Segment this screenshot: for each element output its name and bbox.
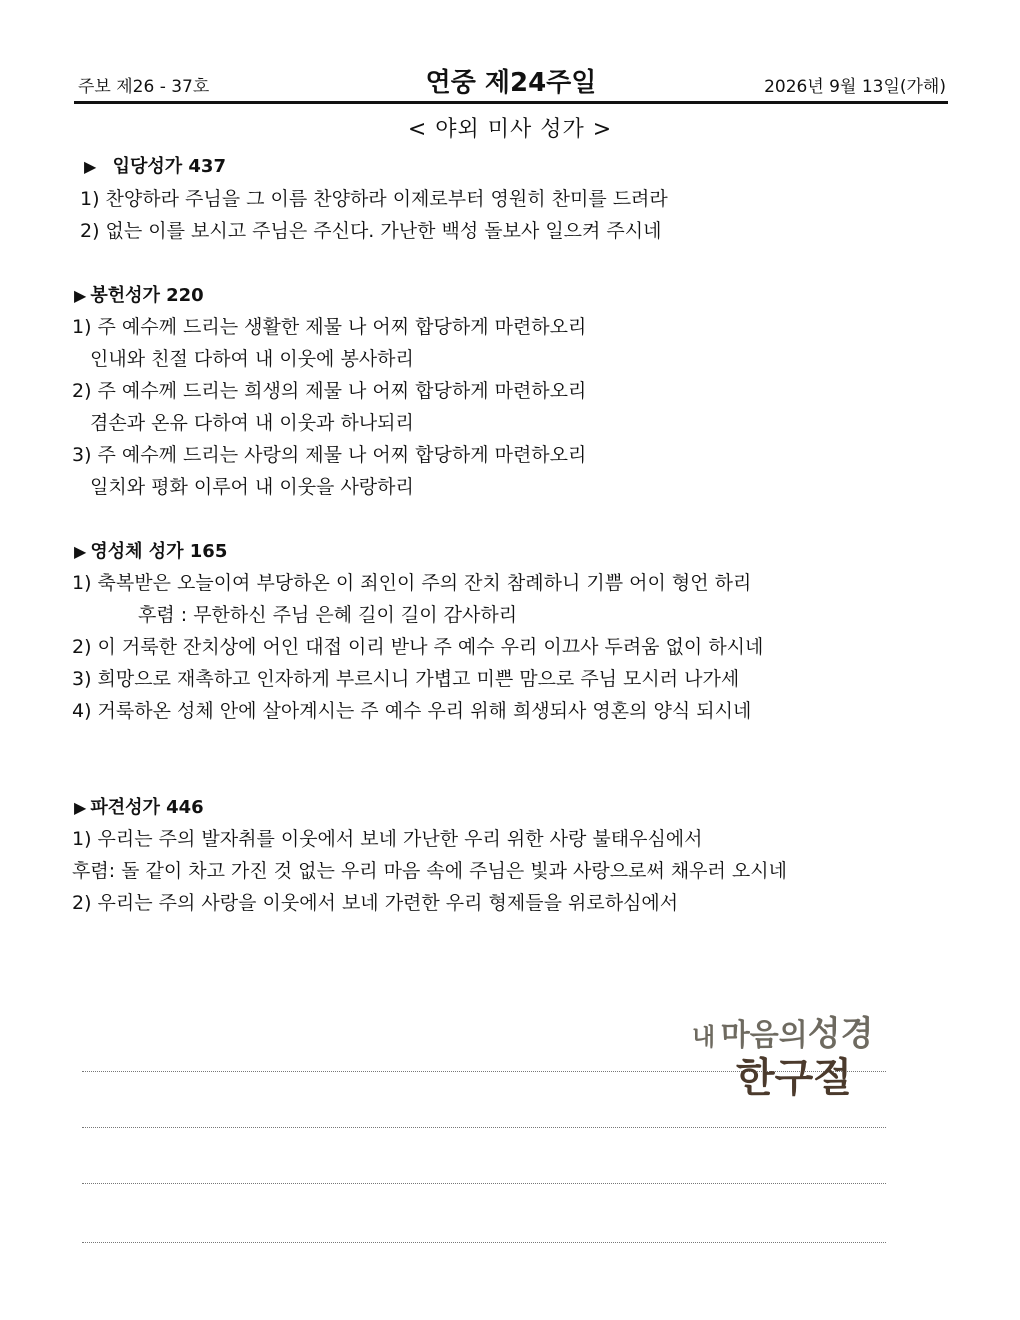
hymn-line: 1) 우리는 주의 발자취를 이웃에서 보네 가난한 우리 위한 사랑 불태우심에서 xyxy=(72,828,703,850)
writing-line xyxy=(82,1183,886,1184)
logo-bottom-text: 한구절 xyxy=(736,1055,852,1101)
communion-hymn-title xyxy=(74,537,227,563)
page-subtitle: < 야외 미사 성가 > xyxy=(407,117,613,142)
offertory-hymn-title xyxy=(74,281,204,307)
refrain-line: 후렴: 돌 같이 차고 가진 것 없는 우리 마음 속에 주님은 빛과 사랑으로써 채우러 오시네 xyxy=(72,860,787,882)
section-heading: 영성체 성가 165 xyxy=(90,541,228,562)
hymn-line: 2) 우리는 주의 사랑을 이웃에서 보네 가련한 우리 형제들을 위로하심에서 xyxy=(72,892,679,914)
hymn-line: 1) 찬양하라 주님을 그 이름 찬양하라 이제로부터 영원히 찬미를 드려라 xyxy=(80,188,668,210)
arrow-icon: ▶ xyxy=(74,286,87,305)
hymn-line: 겸손과 온유 다하여 내 이웃과 하나되리 xyxy=(90,412,414,434)
hymn-line: 일치와 평화 이루어 내 이웃을 사랑하리 xyxy=(90,476,414,498)
hymn-line: 1) 축복받은 오늘이여 부당하온 이 죄인이 주의 잔치 참례하니 기쁨 어이 형언 하리 xyxy=(72,572,752,594)
writing-line xyxy=(82,1127,886,1128)
hymn-line: 3) 희망으로 재촉하고 인자하게 부르시니 가볍고 미쁜 맘으로 주님 모시러 나가세 xyxy=(72,668,740,690)
hymn-line: 3) 주 예수께 드리는 사랑의 제물 나 어찌 합당하게 마련하오리 xyxy=(72,444,587,466)
header-divider xyxy=(74,101,948,104)
hymn-line: 4) 거룩하온 성체 안에 살아계시는 주 예수 우리 위해 희생되사 영혼의 양식 되시네 xyxy=(72,700,752,722)
issue-date: 2026년 9월 13일(가해) xyxy=(764,77,946,97)
section-heading: 입당성가 437 xyxy=(112,156,226,177)
arrow-icon: ▶ xyxy=(74,798,87,817)
page-title: 연중 제24주일 xyxy=(425,68,597,98)
section-heading: 파견성가 446 xyxy=(90,797,204,818)
section-heading: 봉헌성가 220 xyxy=(90,285,204,306)
arrow-icon: ▶ xyxy=(74,542,87,561)
logo-word: 내 xyxy=(692,1023,716,1051)
writing-line xyxy=(82,1242,886,1243)
arrow-icon: ▶ xyxy=(84,157,97,176)
entrance-hymn-title xyxy=(84,152,226,178)
bible-verse-logo xyxy=(692,1006,937,1101)
bulletin-header xyxy=(74,62,948,102)
refrain-line: 후렴 : 무한하신 주님 은혜 길이 길이 감사하리 xyxy=(138,604,518,626)
recessional-hymn-title xyxy=(74,793,204,819)
hymn-line: 2) 주 예수께 드리는 희생의 제물 나 어찌 합당하게 마련하오리 xyxy=(72,380,587,402)
hymn-line: 1) 주 예수께 드리는 생활한 제물 나 어찌 합당하게 마련하오리 xyxy=(72,316,587,338)
hymn-line: 2) 없는 이를 보시고 주님은 주신다. 가난한 백성 돌보사 일으켜 주시네 xyxy=(80,220,662,242)
hymn-line: 2) 이 거룩한 잔치상에 어인 대접 이리 받나 주 예수 우리 이끄사 두려움 없이 하시네 xyxy=(72,636,764,658)
logo-word: 마음의 xyxy=(720,1018,808,1053)
hymn-line: 인내와 친절 다하여 내 이웃에 봉사하리 xyxy=(90,348,414,370)
logo-word: 성경 xyxy=(807,1014,874,1054)
issue-number: 주보 제26 - 37호 xyxy=(78,77,210,97)
